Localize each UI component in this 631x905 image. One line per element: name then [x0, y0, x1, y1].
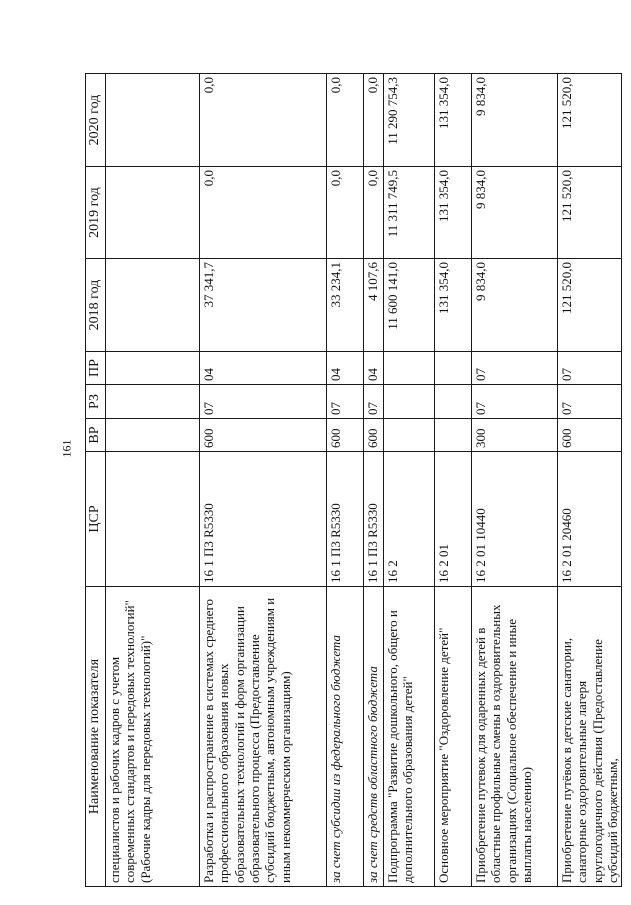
row-pr: 07: [558, 352, 622, 385]
row-name: Подпрограмма "Развитие дошкольного, общего и дополнительного образования детей": [384, 587, 435, 887]
row-csr: 16 1 П3 R5330: [327, 452, 364, 587]
row-2018: 9 834,0: [472, 259, 558, 352]
row-2018: 33 234,1: [327, 259, 364, 352]
row-csr: [106, 452, 200, 587]
row-rz: [435, 385, 472, 419]
row-csr: 16 2 01 20460: [558, 452, 622, 587]
rotated-table-container: [85, 74, 620, 887]
row-2020: 0,0: [200, 74, 327, 167]
table-row: [472, 74, 558, 887]
row-2020: 121 520,0: [558, 74, 622, 167]
table-row: [327, 74, 364, 887]
row-csr: 16 1 П3 R5330: [200, 452, 327, 587]
row-2019: 0,0: [327, 167, 364, 259]
row-2020: 131 354,0: [435, 74, 472, 167]
row-pr: [106, 352, 200, 385]
row-2020: 0,0: [327, 74, 364, 167]
row-vr: 600: [327, 419, 364, 452]
row-2018: 121 520,0: [558, 259, 622, 352]
table-row: [106, 74, 200, 887]
row-2019: [106, 167, 200, 259]
header-pr: ПР: [86, 352, 106, 385]
header-2018: 2018 год: [86, 259, 106, 352]
row-2018: 131 354,0: [435, 259, 472, 352]
row-rz: 07: [200, 385, 327, 419]
page-number: 161: [59, 439, 74, 458]
row-pr: 04: [200, 352, 327, 385]
row-pr: [384, 352, 435, 385]
row-pr: 04: [327, 352, 364, 385]
row-2019: 131 354,0: [435, 167, 472, 259]
table-row: [200, 74, 327, 887]
row-vr: [435, 419, 472, 452]
budget-table: [85, 73, 622, 887]
row-vr: 600: [364, 419, 384, 452]
row-2018: 4 107,6: [364, 259, 384, 352]
row-name: за счет средств областного бюджета: [364, 587, 384, 887]
row-csr: 16 1 П3 R5330: [364, 452, 384, 587]
row-2018: 37 341,7: [200, 259, 327, 352]
header-2020: 2020 год: [86, 74, 106, 167]
header-vr: ВР: [86, 419, 106, 452]
row-pr: 04: [364, 352, 384, 385]
row-2019: 11 311 749,5: [384, 167, 435, 259]
row-2019: 0,0: [364, 167, 384, 259]
row-2019: 0,0: [200, 167, 327, 259]
table-row: [435, 74, 472, 887]
row-2019: 121 520,0: [558, 167, 622, 259]
header-2019: 2019 год: [86, 167, 106, 259]
row-name: Основное мероприятие "Оздоровление детей": [435, 587, 472, 887]
row-vr: [384, 419, 435, 452]
header-name: Наименование показателя: [86, 587, 106, 887]
row-csr: 16 2 01: [435, 452, 472, 587]
row-2020: 11 290 754,3: [384, 74, 435, 167]
table-header-row: [86, 74, 106, 887]
row-name: специалистов и рабочих кадров с учетом современных стандартов и передовых технологий" (Рабочие кадры для передовых технологий)": [106, 587, 200, 887]
row-pr: 07: [472, 352, 558, 385]
row-name: Разработка и распространение в системах среднего профессионального образования новых образовательных технологий и форм организации образовательного процесса (Предоставление субсидий бюджетным, автономным учреждениям и иным некоммерческим организациям): [200, 587, 327, 887]
row-rz: 07: [327, 385, 364, 419]
row-2018: [106, 259, 200, 352]
row-2020: [106, 74, 200, 167]
row-vr: [106, 419, 200, 452]
row-name: за счет субсидии из федерального бюджета: [327, 587, 364, 887]
table-row: [364, 74, 384, 887]
row-rz: 07: [558, 385, 622, 419]
row-name: Приобретение путевок для одаренных детей в областные профильные смены в оздоровительных организациях (Социальное обеспечение и иные выплаты населению): [472, 587, 558, 887]
row-vr: 600: [200, 419, 327, 452]
row-vr: 600: [558, 419, 622, 452]
row-2018: 11 600 141,0: [384, 259, 435, 352]
row-rz: [384, 385, 435, 419]
row-rz: [106, 385, 200, 419]
header-rz: РЗ: [86, 385, 106, 419]
row-csr: 16 2 01 10440: [472, 452, 558, 587]
row-name: Приобретение путёвок в детские санатории, санаторные оздоровительные лагеря круглогодичного действия (Предоставление субсидий бюджетным,: [558, 587, 622, 887]
row-2020: 0,0: [364, 74, 384, 167]
header-csr: ЦСР: [86, 452, 106, 587]
row-csr: 16 2: [384, 452, 435, 587]
table-row: [384, 74, 435, 887]
row-pr: [435, 352, 472, 385]
table-row: [558, 74, 622, 887]
row-vr: 300: [472, 419, 558, 452]
row-2020: 9 834,0: [472, 74, 558, 167]
row-2019: 9 834,0: [472, 167, 558, 259]
row-rz: 07: [472, 385, 558, 419]
row-rz: 07: [364, 385, 384, 419]
